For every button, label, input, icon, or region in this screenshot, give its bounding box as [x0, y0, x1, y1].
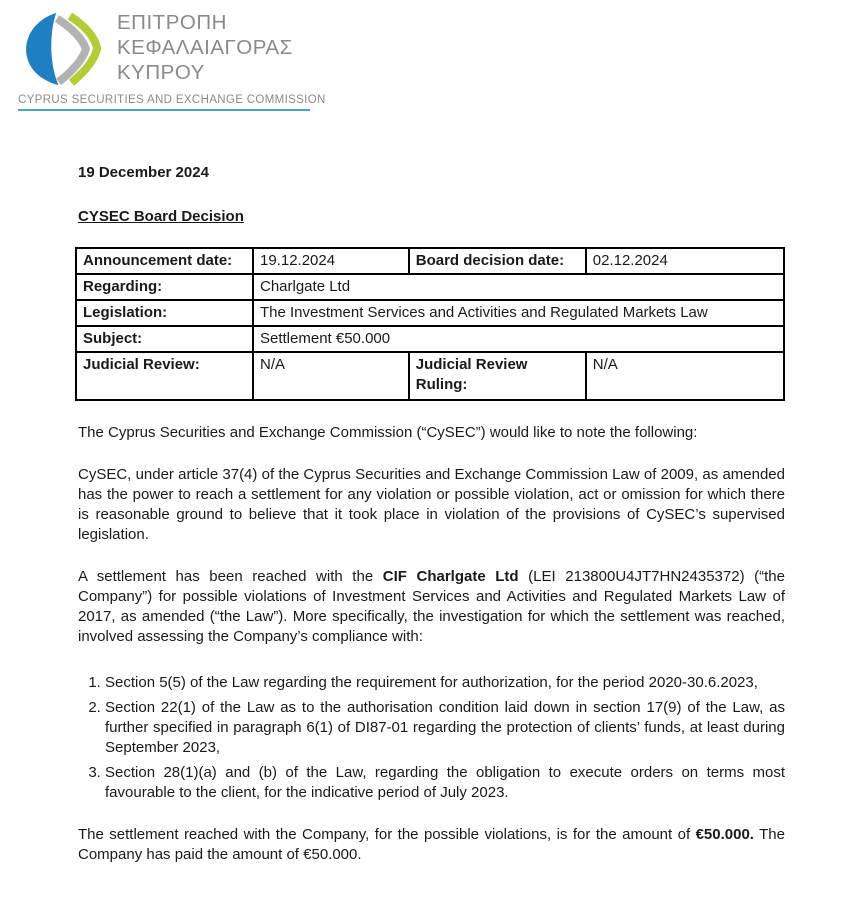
logo-blue-petal: [26, 13, 58, 85]
judicial-ruling-label: Judicial Review Ruling:: [409, 352, 586, 400]
settlement-post-text: (LEI 213800U4JT7HN2435372) (“the Company”) for possible violations of Investment Services and Activities and Regulated Markets Law of 2017, as amended (“the Law”). More specifically, the investigation for which the settlement was reached, involved assessing the Company’s compliance with:: [78, 568, 785, 645]
board-decision-date-label: Board decision date:: [409, 248, 586, 274]
logo-underline: [18, 109, 310, 111]
violation-item-2: 2. Section 22(1) of the Law as to the authorisation condition laid down in section 17(9) of the Law, as further specified in paragraph 6(1) of DI87-01 regarding the protection of clients’ funds, at least during September 2023,: [105, 698, 785, 758]
document-content: [78, 163, 785, 865]
logo-english-caption: CYPRUS SECURITIES AND EXCHANGE COMMISSION: [18, 94, 326, 106]
amount-post-text: The Company has paid the amount of €50.000.: [78, 826, 785, 863]
board-decision-date-value: 02.12.2024: [586, 248, 784, 274]
violation-item-3: 3. Section 28(1)(a) and (b) of the Law, regarding the obligation to execute orders on terms most favourable to the client, for the indicative period of July 2023.: [105, 763, 785, 803]
judicial-review-label: Judicial Review:: [76, 352, 253, 400]
settlement-amount-paragraph: [78, 825, 785, 865]
announcement-date-value: 19.12.2024: [253, 248, 409, 274]
announcement-date-label: Announcement date:: [76, 248, 253, 274]
judicial-ruling-value: N/A: [586, 352, 784, 400]
settlement-reached-paragraph: [78, 567, 785, 647]
judicial-review-value: N/A: [253, 352, 409, 400]
amount-pre-text: The settlement reached with the Company, for the possible violations, is for the amount of: [78, 826, 696, 843]
settlement-power-paragraph: CySEC, under article 37(4) of the Cyprus Securities and Exchange Commission Law of 2009, as amended has the power to reach a settlement for any violation or possible violation, act or omission for which there is reasonable ground to believe that it took place in violation of the provisions of CySEC’s supervised legislation.: [78, 466, 785, 543]
logo-greek-title: [117, 10, 293, 85]
table-row: [76, 248, 784, 274]
settlement-pre-text: A settlement has been reached with the: [78, 568, 383, 585]
legislation-value: The Investment Services and Activities and Regulated Markets Law: [253, 300, 784, 326]
intro-paragraph: The Cyprus Securities and Exchange Commission (“CySEC”) would like to note the following:: [78, 424, 698, 441]
document-date: 19 December 2024: [78, 164, 209, 181]
decision-info-table: [75, 247, 785, 401]
legislation-label: Legislation:: [76, 300, 253, 326]
document-title: CYSEC Board Decision: [78, 208, 244, 225]
subject-value: Settlement €50.000: [253, 326, 784, 352]
cysec-letterhead: [0, 0, 330, 111]
settlement-amount-bold: €50.000.: [695, 826, 754, 843]
violations-list: [78, 673, 785, 803]
table-row: [76, 326, 784, 352]
table-row: [76, 274, 784, 300]
logo-greek-line: ΕΠΙΤΡΟΠΗ: [117, 11, 227, 34]
cysec-logo-icon: [20, 8, 102, 90]
regarding-label: Regarding:: [76, 274, 253, 300]
logo-greek-line: ΚΥΠΡΟΥ: [117, 61, 205, 84]
logo-row: [20, 8, 330, 90]
regarding-value: Charlgate Ltd: [253, 274, 784, 300]
subject-label: Subject:: [76, 326, 253, 352]
violation-item-1: 1. Section 5(5) of the Law regarding the requirement for authorization, for the period 2020-30.6.2023,: [105, 673, 785, 693]
logo-greek-line: ΚΕΦΑΛΑΙΑΓΟΡΑΣ: [117, 36, 293, 59]
table-row: [76, 300, 784, 326]
table-row: [76, 352, 784, 400]
company-name-bold: CIF Charlgate Ltd: [382, 568, 519, 585]
